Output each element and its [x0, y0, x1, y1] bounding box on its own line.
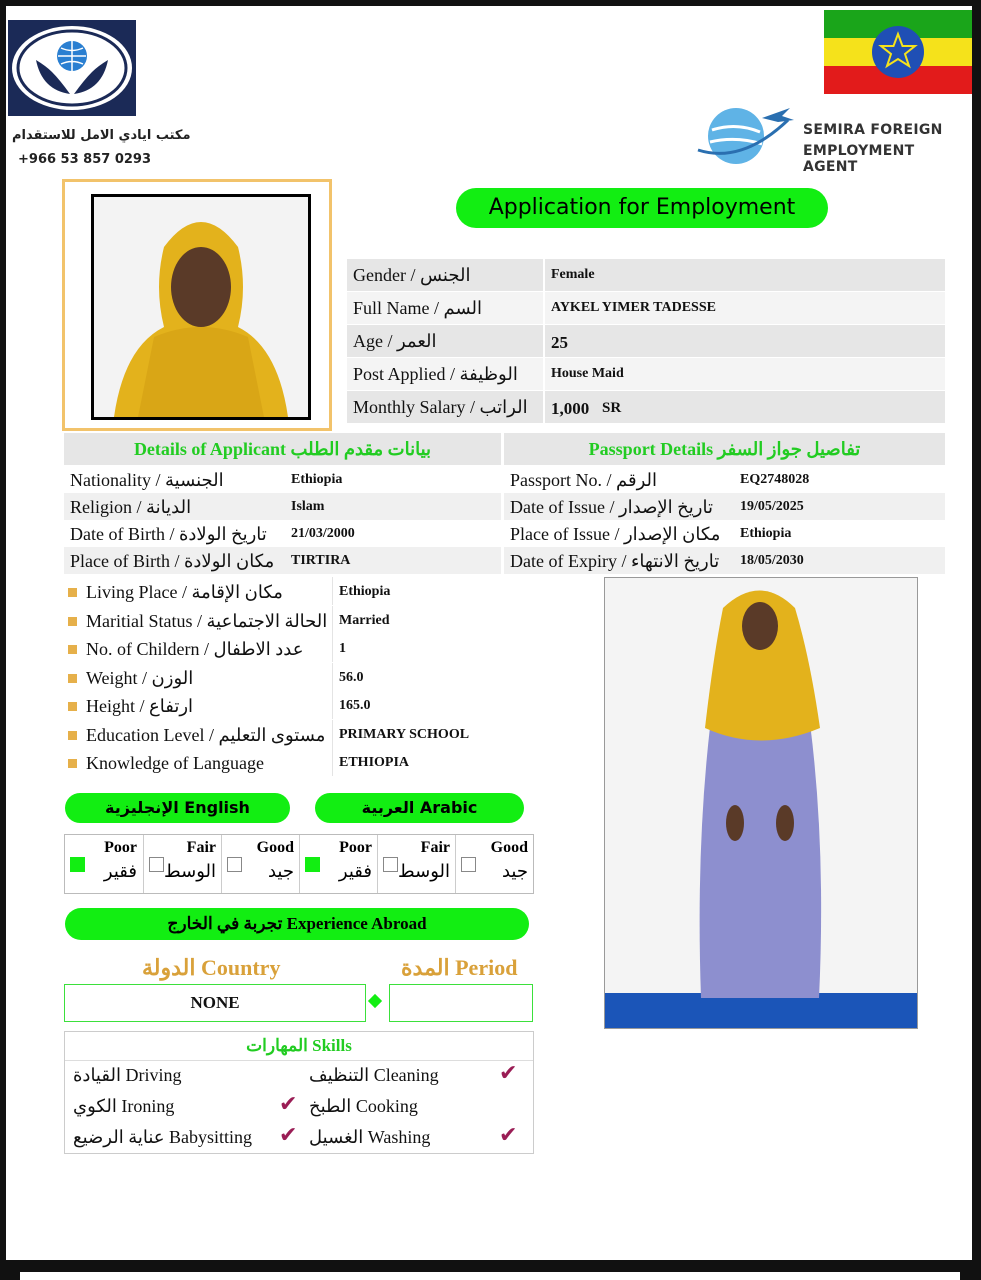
level-ar: فقير	[103, 861, 137, 882]
applicant-details-header: Details of Applicant بيانات مقدم الطلب	[64, 433, 501, 465]
arabic-level-good[interactable]	[455, 835, 534, 893]
row-divider	[332, 748, 333, 776]
country-value-box	[64, 984, 366, 1022]
personal-value: PRIMARY SCHOOL	[339, 726, 470, 742]
skill-label: الطبخ Cooking	[309, 1096, 418, 1116]
row-label: Place of Birth / مكان الولادة	[70, 551, 275, 571]
row-value: Ethiopia	[291, 472, 343, 487]
skills-header: المهارات Skills	[65, 1032, 533, 1061]
check-icon: ✔	[279, 1092, 298, 1117]
level-en: Poor	[104, 839, 137, 856]
row-value: EQ2748028	[740, 472, 810, 487]
personal-value: ETHIOPIA	[339, 755, 410, 770]
summary-row	[347, 358, 945, 391]
level-checkbox[interactable]	[383, 857, 398, 872]
summary-label: Age / العمر	[353, 331, 437, 351]
agency-right-line1: SEMIRA FOREIGN	[803, 122, 943, 138]
applicant-rows-row	[64, 520, 501, 547]
level-ar: جيد	[501, 861, 528, 882]
personal-label: Knowledge of Language	[86, 753, 264, 773]
bullet-icon	[68, 731, 77, 740]
applicant-rows-row	[64, 493, 501, 520]
personal-label: Height / ارتفاع	[86, 696, 194, 716]
check-icon: ✔	[279, 1123, 298, 1148]
passport-details-header: Passport Details تفاصيل جواز السفر	[504, 433, 945, 465]
personal-label: No. of Childern / عدد الاطفال	[86, 639, 304, 659]
agency-phone: +966 53 857 0293	[18, 152, 152, 167]
summary-label: Post Applied / الوظيفة	[353, 364, 518, 384]
summary-row	[347, 259, 945, 292]
row-divider	[332, 606, 333, 634]
form-title: Application for Employment	[456, 188, 828, 228]
globe-airplane-logo	[692, 100, 796, 166]
level-checkbox[interactable]	[149, 857, 164, 872]
level-en: Good	[490, 839, 528, 856]
personal-value: Married	[339, 612, 390, 628]
row-divider	[332, 720, 333, 748]
applicant-portrait	[91, 194, 311, 420]
summary-label: Gender / الجنس	[353, 265, 471, 285]
level-ar: جيد	[267, 861, 294, 882]
salary-currency: SR	[602, 400, 622, 416]
level-checkbox[interactable]	[305, 857, 320, 872]
english-language-pill: الإنجليزية English	[65, 793, 290, 823]
skill-label: الكوي Ironing	[73, 1096, 175, 1116]
summary-value: 25	[551, 333, 568, 352]
personal-row	[64, 720, 532, 749]
applicant-portrait-frame	[65, 182, 329, 428]
language-levels	[64, 834, 534, 894]
check-icon: ✔	[499, 1123, 518, 1148]
level-ar: الوسط	[164, 861, 216, 882]
hands-globe-logo	[8, 20, 136, 116]
personal-label: Weight / الوزن	[86, 667, 194, 688]
arabic-level-poor[interactable]	[299, 835, 378, 893]
diamond-icon	[368, 994, 382, 1008]
row-divider	[543, 259, 545, 291]
row-label: Passport No. / الرقم	[510, 470, 658, 490]
row-divider	[543, 358, 545, 390]
row-value: Ethiopia	[740, 526, 792, 541]
skill-item	[299, 1061, 533, 1091]
applicant-rows-row	[64, 466, 501, 493]
country-label: الدولة Country	[142, 955, 281, 980]
personal-value: 165.0	[339, 698, 371, 713]
skill-label: التنظيف Cleaning	[309, 1065, 439, 1085]
passport-rows-row	[504, 547, 945, 574]
row-label: Date of Issue / تاريخ الإصدار	[510, 497, 713, 517]
skill-label: القيادة Driving	[73, 1065, 182, 1085]
level-en: Fair	[420, 839, 450, 856]
bullet-icon	[68, 588, 77, 597]
bullet-icon	[68, 674, 77, 683]
row-divider	[332, 634, 333, 662]
skill-label: الغسيل Washing	[309, 1127, 431, 1147]
row-value: TIRTIRA	[291, 553, 351, 568]
row-divider	[543, 325, 545, 357]
row-label: Place of Issue / مكان الإصدار	[510, 524, 721, 544]
row-value: 18/05/2030	[740, 553, 804, 568]
bullet-icon	[68, 617, 77, 626]
row-divider	[332, 663, 333, 691]
personal-details-list	[64, 577, 532, 777]
summary-value: Female	[551, 267, 595, 282]
level-ar: الوسط	[398, 861, 450, 882]
level-ar: فقير	[338, 861, 372, 882]
summary-value: 1,000	[551, 399, 590, 418]
row-label: Date of Expiry / تاريخ الانتهاء	[510, 551, 720, 571]
row-value: 21/03/2000	[291, 526, 355, 541]
skills-table	[64, 1031, 534, 1154]
level-checkbox[interactable]	[70, 857, 85, 872]
applicant-full-photo	[604, 577, 918, 1029]
summary-row	[347, 391, 945, 424]
summary-value: AYKEL YIMER TADESSE	[551, 300, 716, 315]
bullet-icon	[68, 702, 77, 711]
level-en: Fair	[186, 839, 216, 856]
personal-label: Education Level / مستوى التعليم	[86, 724, 326, 745]
personal-value: 1	[339, 641, 346, 656]
summary-row	[347, 325, 945, 358]
summary-row	[347, 292, 945, 325]
ethiopia-flag	[824, 10, 972, 94]
personal-row	[64, 663, 532, 692]
row-label: Nationality / الجنسية	[70, 470, 224, 490]
row-divider	[543, 391, 545, 423]
row-divider	[332, 577, 333, 605]
passport-details-table	[504, 466, 945, 574]
level-en: Poor	[339, 839, 372, 856]
period-value-box	[389, 984, 533, 1022]
personal-value: 56.0	[339, 669, 364, 685]
row-value: Islam	[291, 499, 325, 514]
bottom-edge	[20, 1272, 960, 1280]
summary-value: House Maid	[551, 366, 624, 381]
skill-item	[65, 1123, 299, 1153]
experience-header: تجربة في الخارج Experience Abroad	[65, 908, 529, 940]
row-value: 19/05/2025	[740, 499, 804, 514]
row-divider	[543, 292, 545, 324]
country-value: NONE	[190, 993, 240, 1012]
passport-rows-row	[504, 493, 945, 520]
level-checkbox[interactable]	[227, 857, 242, 872]
skill-item	[299, 1092, 533, 1122]
level-en: Good	[256, 839, 294, 856]
bullet-icon	[68, 645, 77, 654]
personal-value: Ethiopia	[339, 584, 391, 599]
summary-table	[347, 259, 945, 424]
row-divider	[332, 691, 333, 719]
passport-rows-row	[504, 520, 945, 547]
skill-item	[65, 1092, 299, 1122]
row-label: Religion / الديانة	[70, 497, 192, 517]
personal-row	[64, 748, 532, 777]
application-form	[6, 6, 972, 1260]
passport-rows-row	[504, 466, 945, 493]
english-level-good[interactable]	[221, 835, 300, 893]
skill-label: عناية الرضيع Babysitting	[73, 1127, 253, 1147]
arabic-level-fair[interactable]	[377, 835, 456, 893]
agency-arabic-name: مكتب ايادي الامل للاستقدام	[12, 128, 191, 143]
personal-row	[64, 691, 532, 720]
bullet-icon	[68, 759, 77, 768]
summary-label: Monthly Salary / الراتب	[353, 397, 528, 417]
personal-label: Living Place / مكان الإقامة	[86, 582, 283, 602]
arabic-language-pill: العربية Arabic	[315, 793, 524, 823]
skill-item	[65, 1061, 299, 1091]
check-icon: ✔	[499, 1061, 518, 1086]
skill-item	[299, 1123, 533, 1153]
personal-row	[64, 577, 532, 606]
personal-row	[64, 634, 532, 663]
level-checkbox[interactable]	[461, 857, 476, 872]
period-label: المدة Period	[401, 955, 518, 980]
applicant-details-table	[64, 466, 501, 574]
applicant-rows-row	[64, 547, 501, 574]
english-level-poor[interactable]	[65, 835, 143, 893]
row-label: Date of Birth / تاريخ الولادة	[70, 524, 267, 544]
personal-label: Maritial Status / الحالة الاجتماعية	[86, 610, 328, 631]
summary-label: Full Name / السم	[353, 298, 483, 318]
english-level-fair[interactable]	[143, 835, 222, 893]
personal-row	[64, 606, 532, 635]
agency-right-line2: EMPLOYMENT AGENT	[803, 143, 915, 175]
